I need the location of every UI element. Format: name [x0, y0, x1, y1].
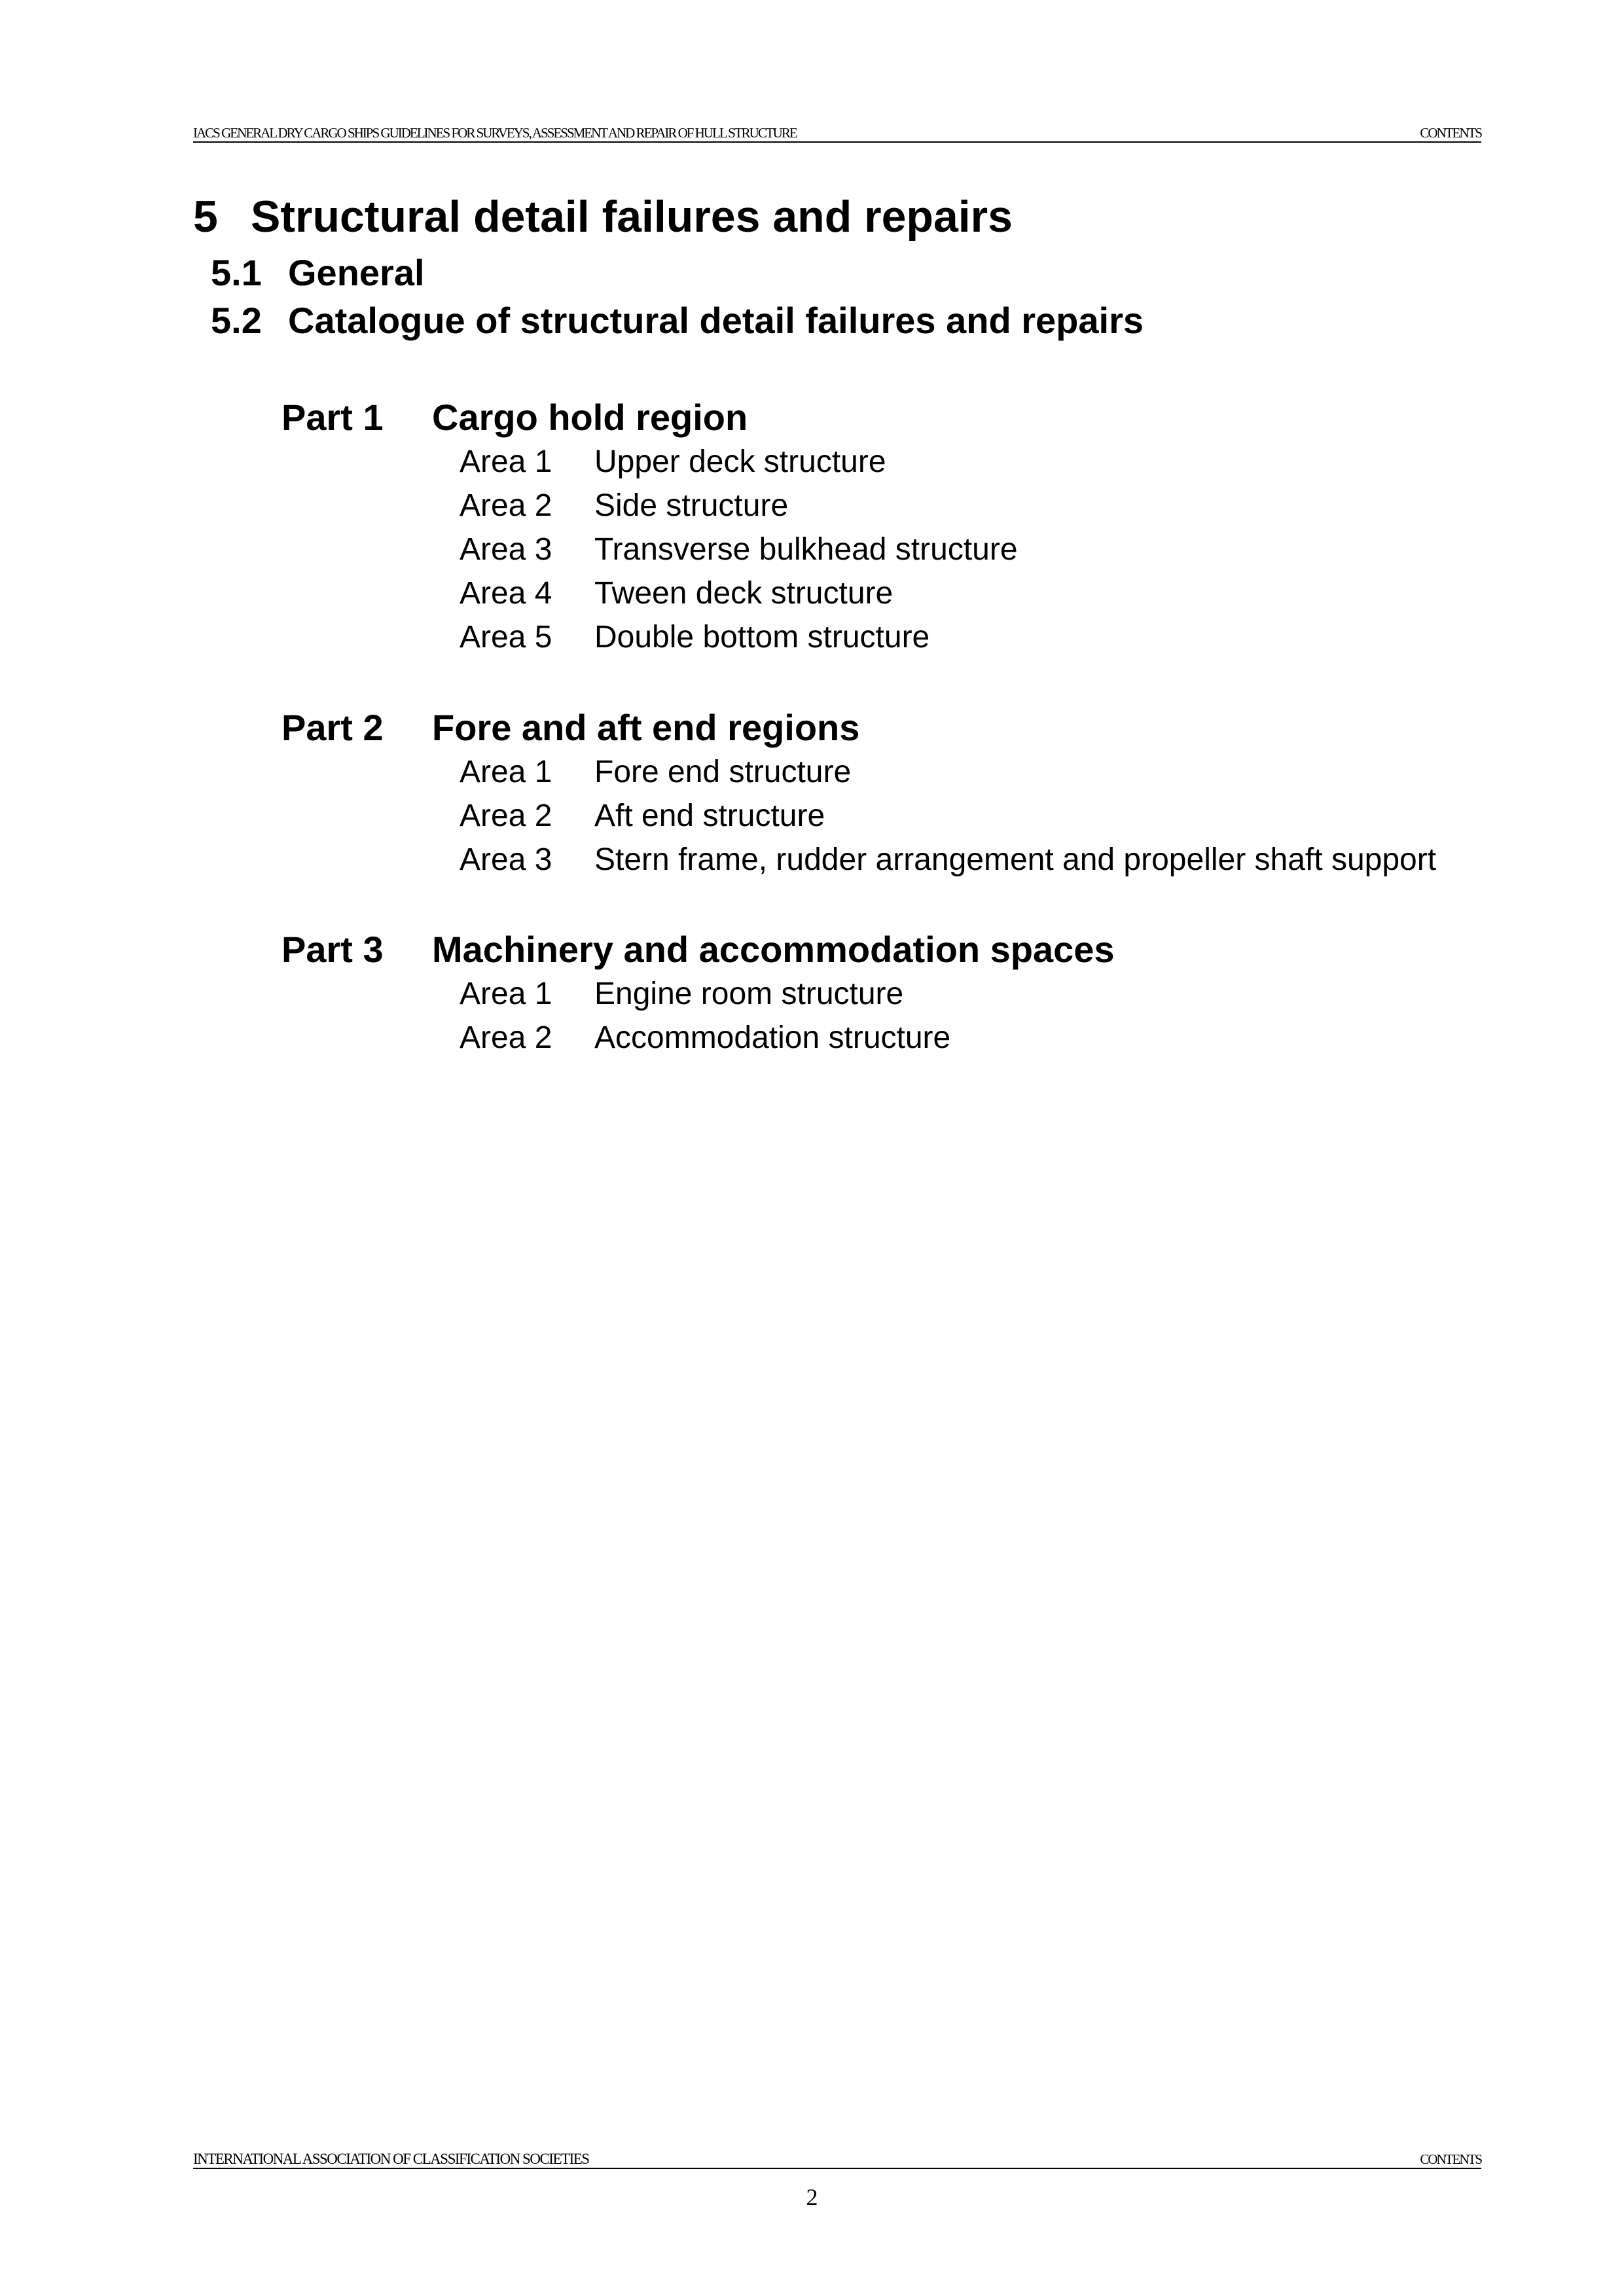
header-contents-link[interactable]: CONTENTS — [1420, 125, 1481, 141]
area-title: Aft end structure — [594, 798, 825, 833]
part-title: Cargo hold region — [432, 397, 748, 438]
area-title: Double bottom structure — [594, 620, 930, 655]
header-document-title: IACS GENERAL DRY CARGO SHIPS GUIDELINES FOR SURVEYS, ASSESSMENT AND REPAIR OF HULL STRUCTURE — [193, 125, 797, 141]
area-entry[interactable] — [281, 794, 1486, 838]
area-title: Upper deck structure — [594, 444, 886, 479]
area-title: Stern frame, rudder arrangement and propeller shaft support — [594, 842, 1437, 877]
part-heading[interactable] — [281, 395, 1486, 440]
area-label: Area 2 — [460, 488, 552, 523]
area-entry[interactable] — [281, 615, 1486, 659]
footer-contents-link[interactable]: CONTENTS — [1420, 2151, 1481, 2167]
area-title: Engine room structure — [594, 977, 904, 1011]
chapter-title: Structural detail failures and repairs — [251, 192, 1013, 242]
area-entry[interactable] — [281, 528, 1486, 571]
running-header — [193, 123, 1481, 143]
area-label: Area 3 — [460, 842, 552, 877]
part-title: Machinery and accommodation spaces — [432, 929, 1115, 970]
section-number: 5.1 — [211, 252, 262, 293]
area-title: Fore end structure — [594, 755, 852, 789]
area-label: Area 5 — [460, 620, 552, 655]
page-number: 2 — [806, 2184, 818, 2210]
running-footer — [193, 2149, 1481, 2169]
section-title: Catalogue of structural detail failures and repairs — [288, 300, 1144, 341]
area-label: Area 4 — [460, 576, 552, 611]
area-label: Area 1 — [460, 977, 552, 1011]
area-label: Area 2 — [460, 798, 552, 833]
area-entry[interactable] — [281, 750, 1486, 794]
area-label: Area 1 — [460, 444, 552, 479]
part-2-block — [281, 706, 1486, 882]
section-heading-5-2[interactable] — [211, 299, 1144, 342]
area-label: Area 3 — [460, 532, 552, 567]
area-label: Area 1 — [460, 755, 552, 789]
part-label: Part 2 — [281, 707, 384, 748]
part-heading[interactable] — [281, 706, 1486, 750]
area-entry[interactable] — [281, 571, 1486, 615]
area-entry[interactable] — [281, 484, 1486, 528]
area-title: Side structure — [594, 488, 789, 523]
part-heading[interactable] — [281, 927, 1486, 972]
part-1-block — [281, 395, 1486, 659]
area-entry[interactable] — [281, 838, 1486, 882]
footer-organization: INTERNATIONAL ASSOCIATION OF CLASSIFICATION SOCIETIES — [193, 2151, 589, 2167]
section-title: General — [288, 252, 425, 293]
section-number: 5.2 — [211, 300, 262, 341]
section-heading-5-1[interactable] — [211, 251, 425, 294]
area-label: Area 2 — [460, 1020, 552, 1055]
part-label: Part 3 — [281, 929, 384, 970]
chapter-number: 5 — [193, 192, 218, 242]
part-title: Fore and aft end regions — [432, 707, 860, 748]
area-entry[interactable] — [281, 440, 1486, 484]
part-label: Part 1 — [281, 397, 384, 438]
area-title: Accommodation structure — [594, 1020, 951, 1055]
chapter-heading — [193, 191, 1013, 242]
area-title: Tween deck structure — [594, 576, 893, 611]
area-entry[interactable] — [281, 1016, 1486, 1060]
area-entry[interactable] — [281, 972, 1486, 1016]
part-3-block — [281, 927, 1486, 1060]
area-title: Transverse bulkhead structure — [594, 532, 1018, 567]
